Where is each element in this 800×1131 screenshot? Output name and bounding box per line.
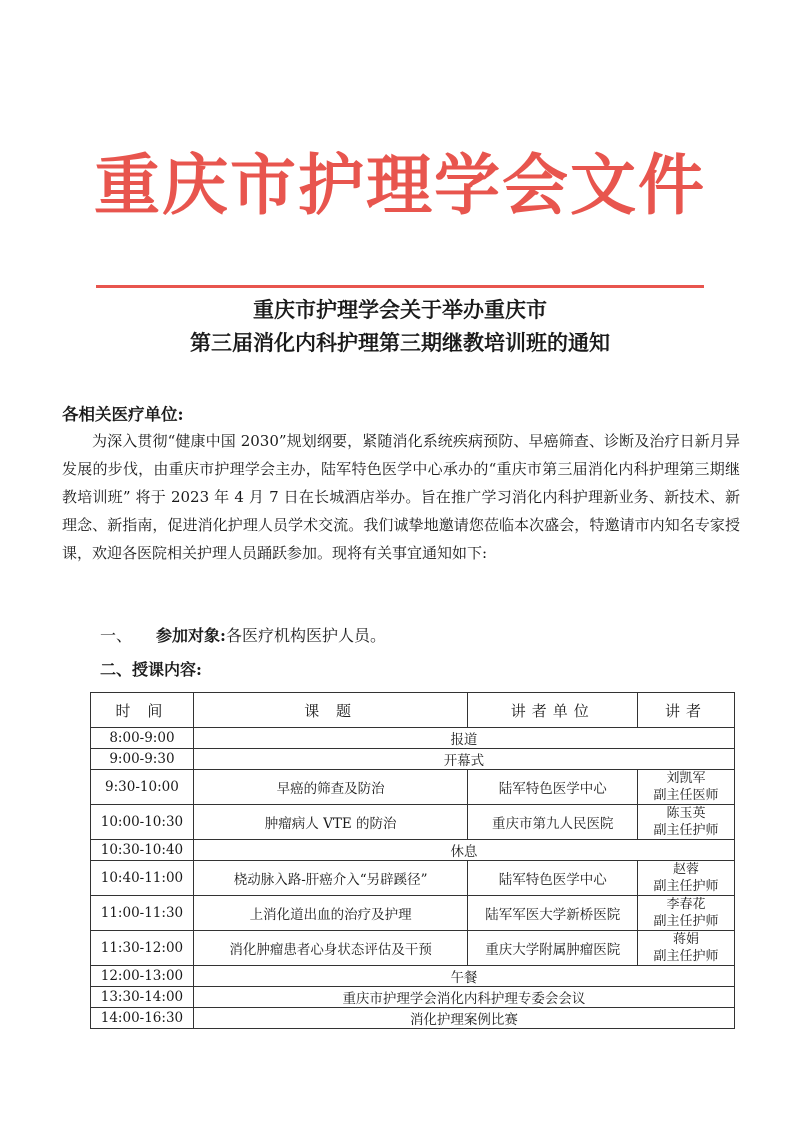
row-topic: 桡动脉入路-肝癌介入“另辟蹊径”: [193, 861, 468, 896]
speaker-name: 蒋娟: [673, 932, 700, 947]
speaker-title: 副主任护师: [653, 823, 719, 838]
schedule-table: [90, 692, 735, 1029]
notice-title-line2: 第三届消化内科护理第三期继教培训班的通知: [190, 330, 610, 355]
row-span: 报道: [193, 728, 734, 749]
letter-body: 为深入贯彻“健康中国 2030”规划纲要，紧随消化系统疾病预防、早癌筛查、诊断及治疗日新月异发展的步伐，由重庆市护理学会主办，陆军特色医学中心承办的“重庆市第三届消化内科护理第三期继教培训班” 将于 2023 年 4 月 7 日在长城酒店举办。旨在推广学习消化内科护理新业务、新技术、新理念、新指南，促进消化护理人员学术交流。我们诚挚地邀请您莅临本次盛会，特邀请市内知名专家授课，欢迎各医院相关护理人员踊跃参加。现将有关事宜通知如下:: [62, 432, 740, 562]
row-time: 9:00-9:30: [91, 749, 194, 770]
row-time: 11:30-12:00: [91, 931, 194, 966]
row-speaker: [638, 770, 735, 805]
row-time: 10:00-10:30: [91, 805, 194, 840]
table-row: [91, 966, 735, 987]
row-time: 9:30-10:00: [91, 770, 194, 805]
header-time: 时 间: [91, 693, 194, 728]
row-speaker: [638, 861, 735, 896]
speaker-title: 副主任医师: [653, 788, 719, 803]
table-row: [91, 805, 735, 840]
row-speaker: [638, 896, 735, 931]
table-row: [91, 1008, 735, 1029]
row-topic: 消化肿瘤患者心身状态评估及干预: [193, 931, 468, 966]
row-topic: 上消化道出血的治疗及护理: [193, 896, 468, 931]
row-span: 消化护理案例比赛: [193, 1008, 734, 1029]
header-unit: 讲者单位: [468, 693, 638, 728]
row-span: 开幕式: [193, 749, 734, 770]
speaker-title: 副主任护师: [653, 949, 719, 964]
row-topic: 肿瘤病人 VTE 的防治: [193, 805, 468, 840]
speaker-name: 赵蓉: [673, 862, 700, 877]
row-time: 13:30-14:00: [91, 987, 194, 1008]
table-row: [91, 896, 735, 931]
section-1: [100, 623, 386, 646]
speaker-title: 副主任护师: [653, 879, 719, 894]
section-1-number: 一、: [100, 626, 133, 645]
row-span: 重庆市护理学会消化内科护理专委会会议: [193, 987, 734, 1008]
row-time: 8:00-9:00: [91, 728, 194, 749]
table-row: [91, 861, 735, 896]
section-1-label: 参加对象:: [156, 626, 226, 645]
speaker-name: 刘凯军: [666, 771, 706, 786]
header-red-rule: [96, 285, 704, 288]
table-row: [91, 770, 735, 805]
row-unit: 重庆大学附属肿瘤医院: [468, 931, 638, 966]
table-row: [91, 749, 735, 770]
notice-title-line1: 重庆市护理学会关于举办重庆市: [253, 297, 547, 322]
section-2: [100, 657, 202, 680]
section-2-label: 二、授课内容:: [100, 660, 202, 679]
salutation: 各相关医疗单位:: [62, 405, 184, 424]
row-unit: 重庆市第九人民医院: [468, 805, 638, 840]
table-row: [91, 931, 735, 966]
row-time: 11:00-11:30: [91, 896, 194, 931]
header-speaker: 讲者: [638, 693, 735, 728]
table-row: [91, 728, 735, 749]
org-header-title: 重庆市护理学会文件: [94, 146, 706, 224]
row-time: 10:40-11:00: [91, 861, 194, 896]
row-unit: 陆军特色医学中心: [468, 861, 638, 896]
row-time: 12:00-13:00: [91, 966, 194, 987]
speaker-title: 副主任护师: [653, 914, 719, 929]
row-speaker: [638, 931, 735, 966]
row-topic: 早癌的筛查及防治: [193, 770, 468, 805]
speaker-name: 李春花: [666, 897, 706, 912]
row-unit: 陆军军医大学新桥医院: [468, 896, 638, 931]
row-unit: 陆军特色医学中心: [468, 770, 638, 805]
row-span: 午餐: [193, 966, 734, 987]
row-time: 10:30-10:40: [91, 840, 194, 861]
table-row: [91, 987, 735, 1008]
speaker-name: 陈玉英: [666, 806, 706, 821]
section-1-text: 各医疗机构医护人员。: [225, 626, 386, 645]
row-span: 休息: [193, 840, 734, 861]
table-header-row: [91, 693, 735, 728]
row-speaker: [638, 805, 735, 840]
table-row: [91, 840, 735, 861]
notice-title: [0, 293, 800, 359]
row-time: 14:00-16:30: [91, 1008, 194, 1029]
header-topic: 课 题: [193, 693, 468, 728]
